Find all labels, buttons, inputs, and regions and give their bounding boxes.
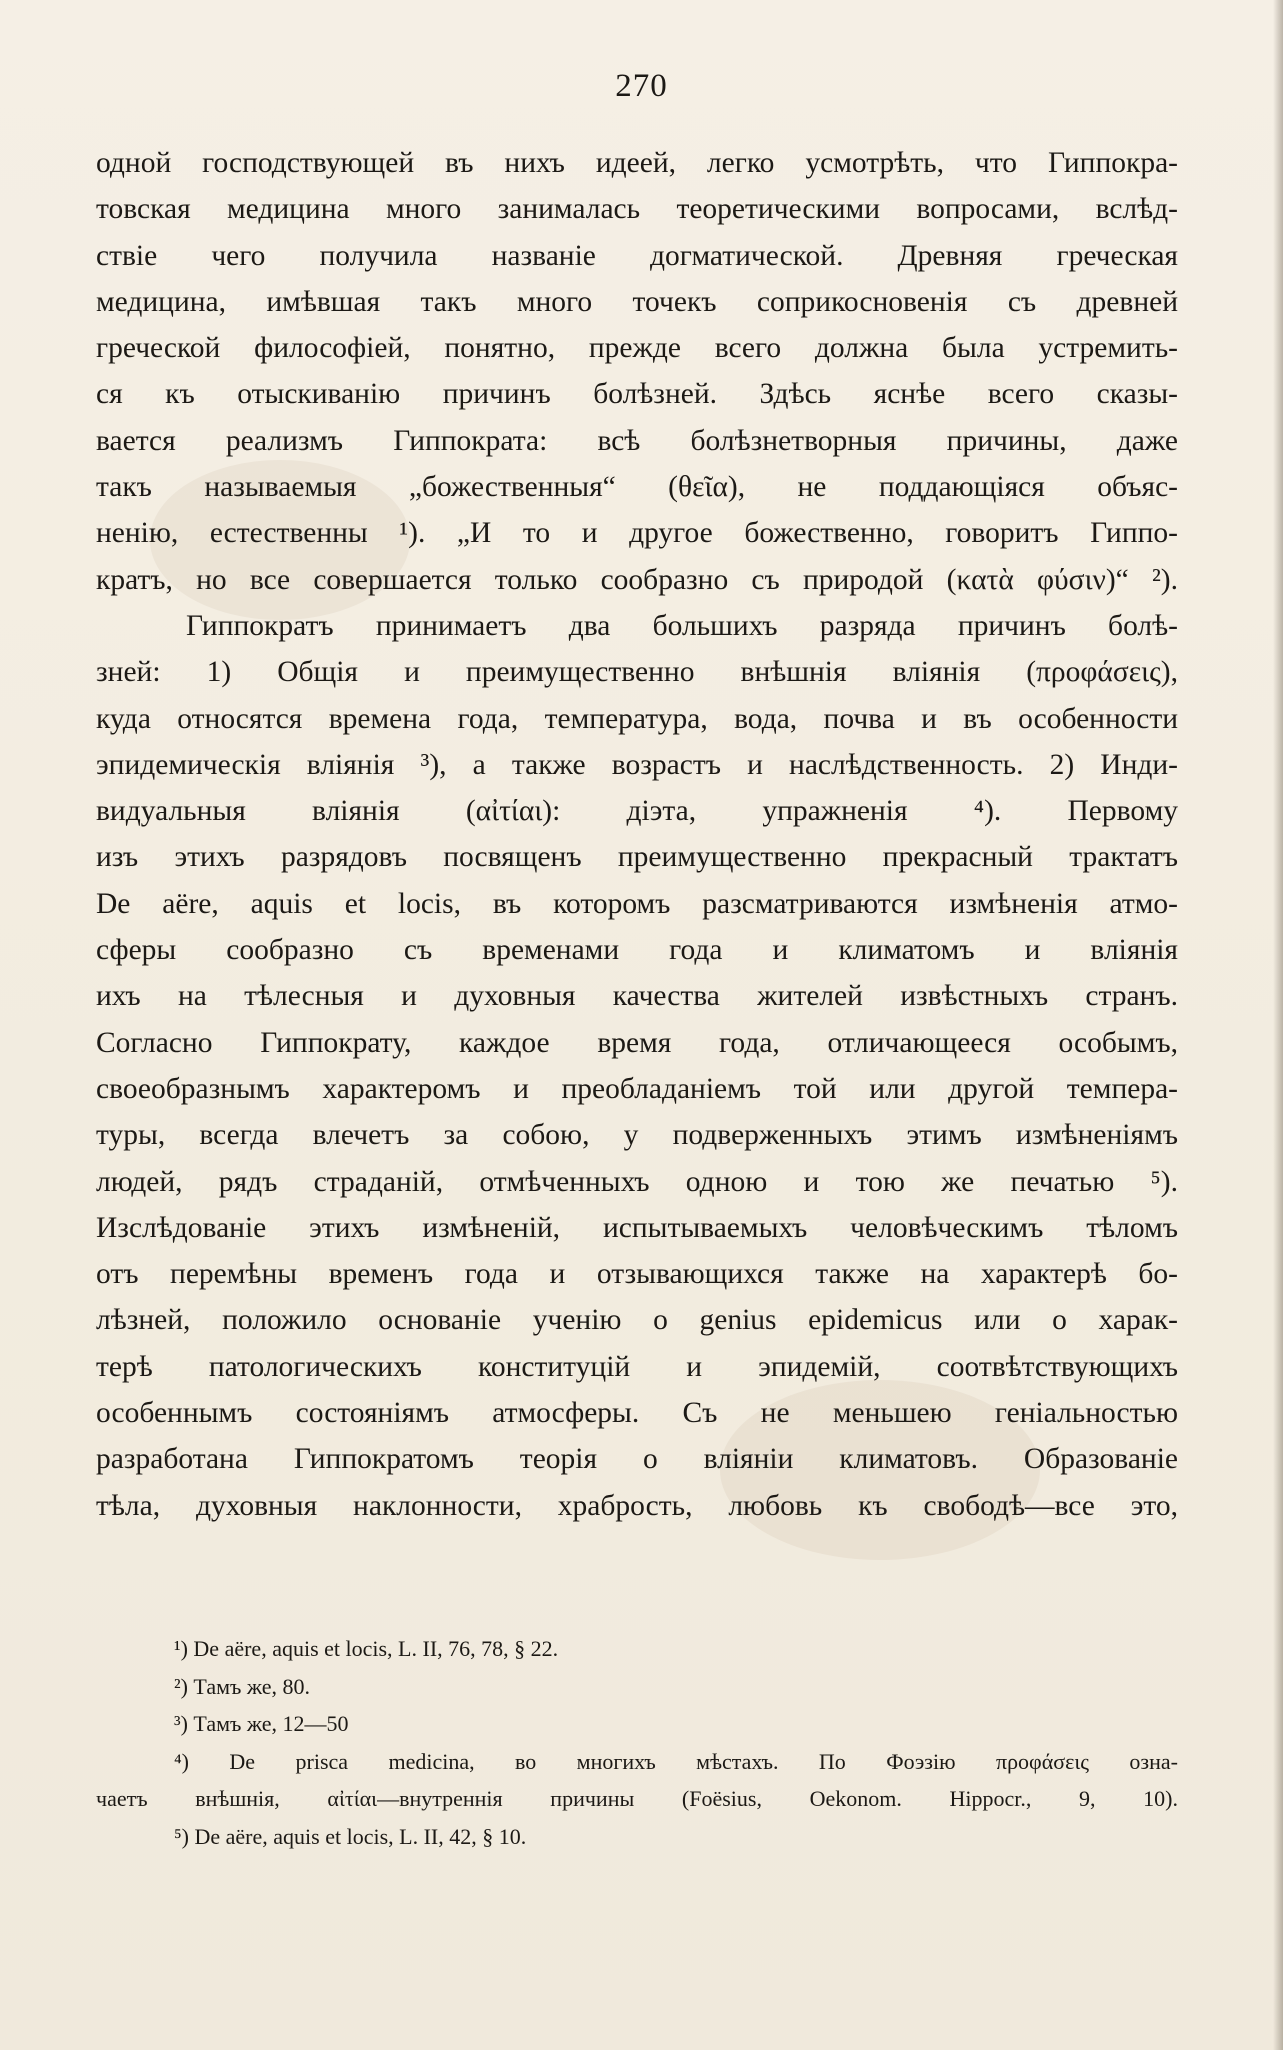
text-line: лѣзней, положило основаніе ученію о genius epidemicus или о харак- bbox=[96, 1304, 1178, 1337]
footnote: ²) Тамъ же, 80. bbox=[174, 1673, 311, 1699]
text-line: медицина, имѣвшая такъ много точекъ соприкосновенія съ древней bbox=[96, 285, 1178, 318]
text-line: одной господствующей въ нихъ идеей, легко усмотрѣть, что Гиппокра- bbox=[96, 147, 1178, 179]
text-line: своеобразнымъ характеромъ и преобладаніемъ той или другой темпера- bbox=[96, 1072, 1178, 1105]
footnote: ⁴) De prisca medicina, во многихъ мѣстахъ. По Фоэзію προφάσεις озна- bbox=[174, 1748, 1178, 1774]
text-line: терѣ патологическихъ конституцій и эпидемій, соотвѣтствующихъ bbox=[96, 1350, 1178, 1383]
text-line: ствіе чего получила названіе догматической. Древняя греческая bbox=[96, 239, 1178, 272]
text-line: товская медицина много занималась теоретическими вопросами, вслѣд- bbox=[96, 193, 1178, 226]
text-line: тѣла, духовныя наклонности, храбрость, любовь къ свободѣ—все это, bbox=[96, 1489, 1178, 1522]
footnote: ¹) De aëre, aquis et locis, L. II, 76, 78, § 22. bbox=[174, 1636, 559, 1661]
text-line: изъ этихъ разрядовъ посвященъ преимущественно прекрасный трактатъ bbox=[96, 841, 1178, 874]
text-line: сферы сообразно съ временами года и климатомъ и вліянія bbox=[96, 934, 1178, 967]
page-edge-shadow bbox=[1273, 0, 1283, 2050]
footnote-continuation: чаетъ внѣшнія, αἰτίαι—внутреннія причины (Foësius, Oekonom. Hippocr., 9, 10). bbox=[96, 1786, 1178, 1811]
text-line: зней: 1) Общія и преимущественно внѣшнія вліянія (προφάσεις), bbox=[96, 656, 1178, 689]
footnote: ³) Тамъ же, 12—50 bbox=[174, 1711, 349, 1736]
text-line: вается реализмъ Гиппократа: всѣ болѣзнетворныя причины, даже bbox=[96, 424, 1178, 457]
text-line: людей, рядъ страданій, отмѣченныхъ одною и тою же печатью ⁵). bbox=[96, 1165, 1178, 1198]
text-line: ихъ на тѣлесныя и духовныя качества жителей извѣстныхъ странъ. bbox=[96, 980, 1178, 1013]
text-line: De aëre, aquis et locis, въ которомъ разсматриваются измѣненія атмо- bbox=[96, 887, 1178, 920]
text-line: видуальныя вліянія (αἰτίαι): діэта, упражненія ⁴). Первому bbox=[96, 795, 1178, 828]
paragraph-start-line: Гиппократъ принимаетъ два большихъ разряда причинъ болѣ- bbox=[186, 609, 1178, 642]
page-number: 270 bbox=[615, 68, 668, 104]
text-line: греческой философіей, понятно, прежде всего должна была устремить- bbox=[96, 332, 1178, 365]
text-line: отъ перемѣны временъ года и отзывающихся также на характерѣ бо- bbox=[96, 1258, 1178, 1291]
body-text bbox=[96, 140, 1178, 1529]
text-line: ненію, естественны ¹). „И то и другое божественно, говоритъ Гиппо- bbox=[96, 517, 1178, 550]
text-line: куда относятся времена года, температура, вода, почва и въ особенности bbox=[96, 702, 1178, 735]
text-line: эпидемическія вліянія ³), а также возрастъ и наслѣдственность. 2) Инди- bbox=[96, 748, 1178, 781]
text-line: ся къ отыскиванію причинъ болѣзней. Здѣсь яснѣе всего сказы- bbox=[96, 378, 1178, 411]
text-line: особеннымъ состояніямъ атмосферы. Съ не меньшею геніальностью bbox=[96, 1397, 1178, 1430]
footnotes bbox=[96, 1630, 1178, 1855]
text-line: туры, всегда влечетъ за собою, у подверженныхъ этимъ измѣненіямъ bbox=[96, 1119, 1178, 1152]
footnote: ⁵) De aëre, aquis et locis, L. II, 42, § 10. bbox=[174, 1823, 527, 1849]
text-line: Изслѣдованіе этихъ измѣненій, испытываемыхъ человѣческимъ тѣломъ bbox=[96, 1211, 1178, 1244]
text-line: Согласно Гиппократу, каждое время года, отличающееся особымъ, bbox=[96, 1026, 1178, 1059]
text-line: разработана Гиппократомъ теорія о вліяніи климатовъ. Образованіе bbox=[96, 1443, 1178, 1476]
text-line: кратъ, но все совершается только сообразно съ природой (κατὰ φύσιν)“ ²). bbox=[96, 563, 1178, 596]
text-line: такъ называемыя „божественныя“ (θεῖα), не поддающіяся объяс- bbox=[96, 471, 1178, 504]
